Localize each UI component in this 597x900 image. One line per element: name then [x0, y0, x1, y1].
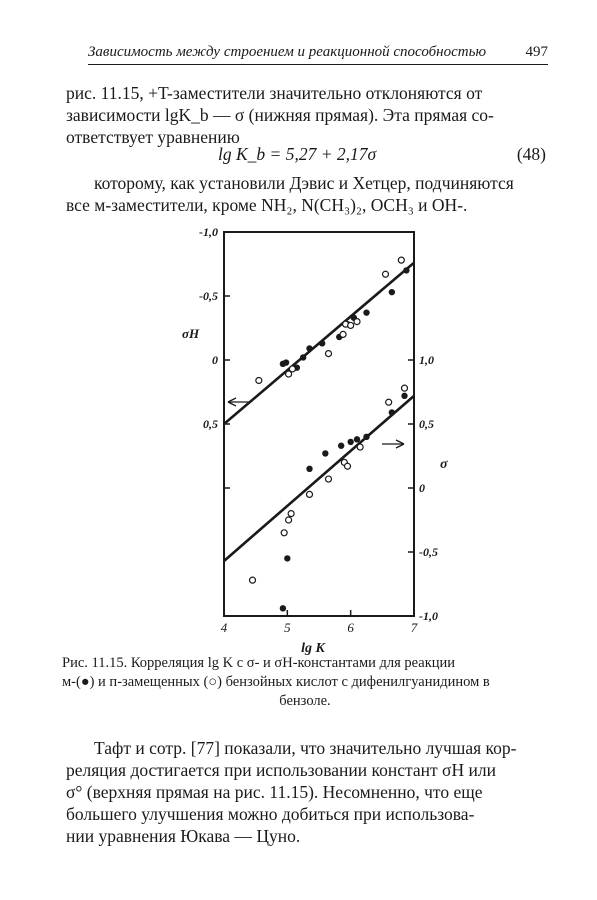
right-tick-label: -0,5	[419, 545, 438, 559]
correlation-chart	[176, 222, 448, 656]
text-line: нии уравнения Юкава — Цуно.	[66, 826, 301, 846]
right-tick-label: 0	[419, 481, 425, 495]
caption-line: бензоле.	[279, 693, 331, 709]
para-point-upper	[289, 366, 295, 372]
paragraph-top	[66, 82, 546, 148]
left-tick-label: 0,5	[203, 417, 218, 431]
meta-point-lower	[280, 605, 286, 611]
page-number: 497	[525, 44, 548, 60]
para-point-upper	[348, 322, 354, 328]
para-point-lower	[307, 491, 313, 497]
right-tick-label: 1,0	[419, 353, 434, 367]
text-line: большего улучшения можно добиться при использова-	[66, 804, 475, 824]
para-point-upper	[383, 271, 389, 277]
text-line: рис. 11.15, +T-заместители значительно отклоняются от	[66, 83, 483, 103]
left-axis-label: σH	[182, 326, 200, 341]
meta-point-lower	[354, 436, 360, 442]
meta-point-lower	[401, 393, 407, 399]
meta-point-lower	[389, 409, 395, 415]
text-line: зависимости lgK_b — σ (нижняя прямая). Эта прямая со-	[66, 105, 494, 125]
equation-formula: lg K_b = 5,27 + 2,17σ	[218, 144, 377, 164]
para-point-upper	[326, 351, 332, 357]
para-point-lower	[281, 530, 287, 536]
meta-point-upper	[306, 345, 312, 351]
text-line: σ° (верхняя прямая на рис. 11.15). Несомненно, что еще	[66, 782, 483, 802]
meta-point-upper	[283, 359, 289, 365]
running-header	[88, 44, 548, 65]
x-tick-label: 4	[220, 620, 228, 635]
text-line: реляция достигается при использовании констант σH или	[66, 760, 496, 780]
left-tick-label: -1,0	[199, 225, 218, 239]
para-point-lower	[286, 517, 292, 523]
para-point-upper	[398, 257, 404, 263]
meta-point-upper	[300, 354, 306, 360]
para-point-lower	[386, 399, 392, 405]
right-tick-label: -1,0	[419, 609, 438, 623]
para-point-lower	[402, 385, 408, 391]
para-point-lower	[288, 511, 294, 517]
meta-point-upper	[389, 289, 395, 295]
x-tick-label: 5	[284, 620, 291, 635]
meta-point-upper	[403, 267, 409, 273]
paragraph-mid	[66, 172, 546, 216]
meta-point-upper	[319, 340, 325, 346]
running-title: Зависимость между строением и реакционной способностью	[88, 44, 487, 60]
right-tick-label: 0,5	[419, 417, 434, 431]
para-point-lower	[357, 444, 363, 450]
left-tick-label: 0	[212, 353, 218, 367]
para-point-lower	[345, 463, 351, 469]
meta-point-lower	[347, 439, 353, 445]
paragraph-bottom	[66, 737, 546, 847]
equation-number: (48)	[516, 144, 546, 164]
left-tick-label: -0,5	[199, 289, 218, 303]
x-tick-label: 6	[347, 620, 354, 635]
meta-point-lower	[306, 466, 312, 472]
right-axis-label: σ	[440, 457, 448, 472]
text-line: Тафт и сотр. [77] показали, что значительно лучшая кор-	[94, 738, 517, 758]
para-point-upper	[256, 377, 262, 383]
text-line: все м-заместители, кроме NH₂, N(CH₃)₂, OCH₃ и OH-.	[66, 195, 468, 215]
para-point-lower	[326, 476, 332, 482]
x-axis-label: lg K	[301, 641, 325, 656]
text-line: ответствует уравнению	[66, 127, 240, 147]
meta-point-upper	[363, 309, 369, 315]
x-tick-label: 7	[410, 620, 418, 635]
plot-frame	[224, 232, 414, 616]
lower-regression-line	[224, 396, 414, 561]
meta-point-lower	[284, 555, 290, 561]
meta-point-lower	[322, 450, 328, 456]
meta-point-lower	[338, 443, 344, 449]
caption-line: Рис. 11.15. Корреляция lg K с σ- и σH-константами для реакции	[62, 655, 456, 671]
equation-48	[66, 144, 546, 166]
meta-point-lower	[363, 434, 369, 440]
figure-caption	[62, 654, 548, 711]
para-point-lower	[250, 577, 256, 583]
para-point-upper	[354, 319, 360, 325]
caption-line: м-(●) и п-замещенных (○) бензойных кислот с дифенилгуанидином в	[62, 674, 490, 690]
para-point-upper	[340, 331, 346, 337]
text-line: которому, как установили Дэвис и Хетцер, подчиняются	[94, 173, 514, 193]
